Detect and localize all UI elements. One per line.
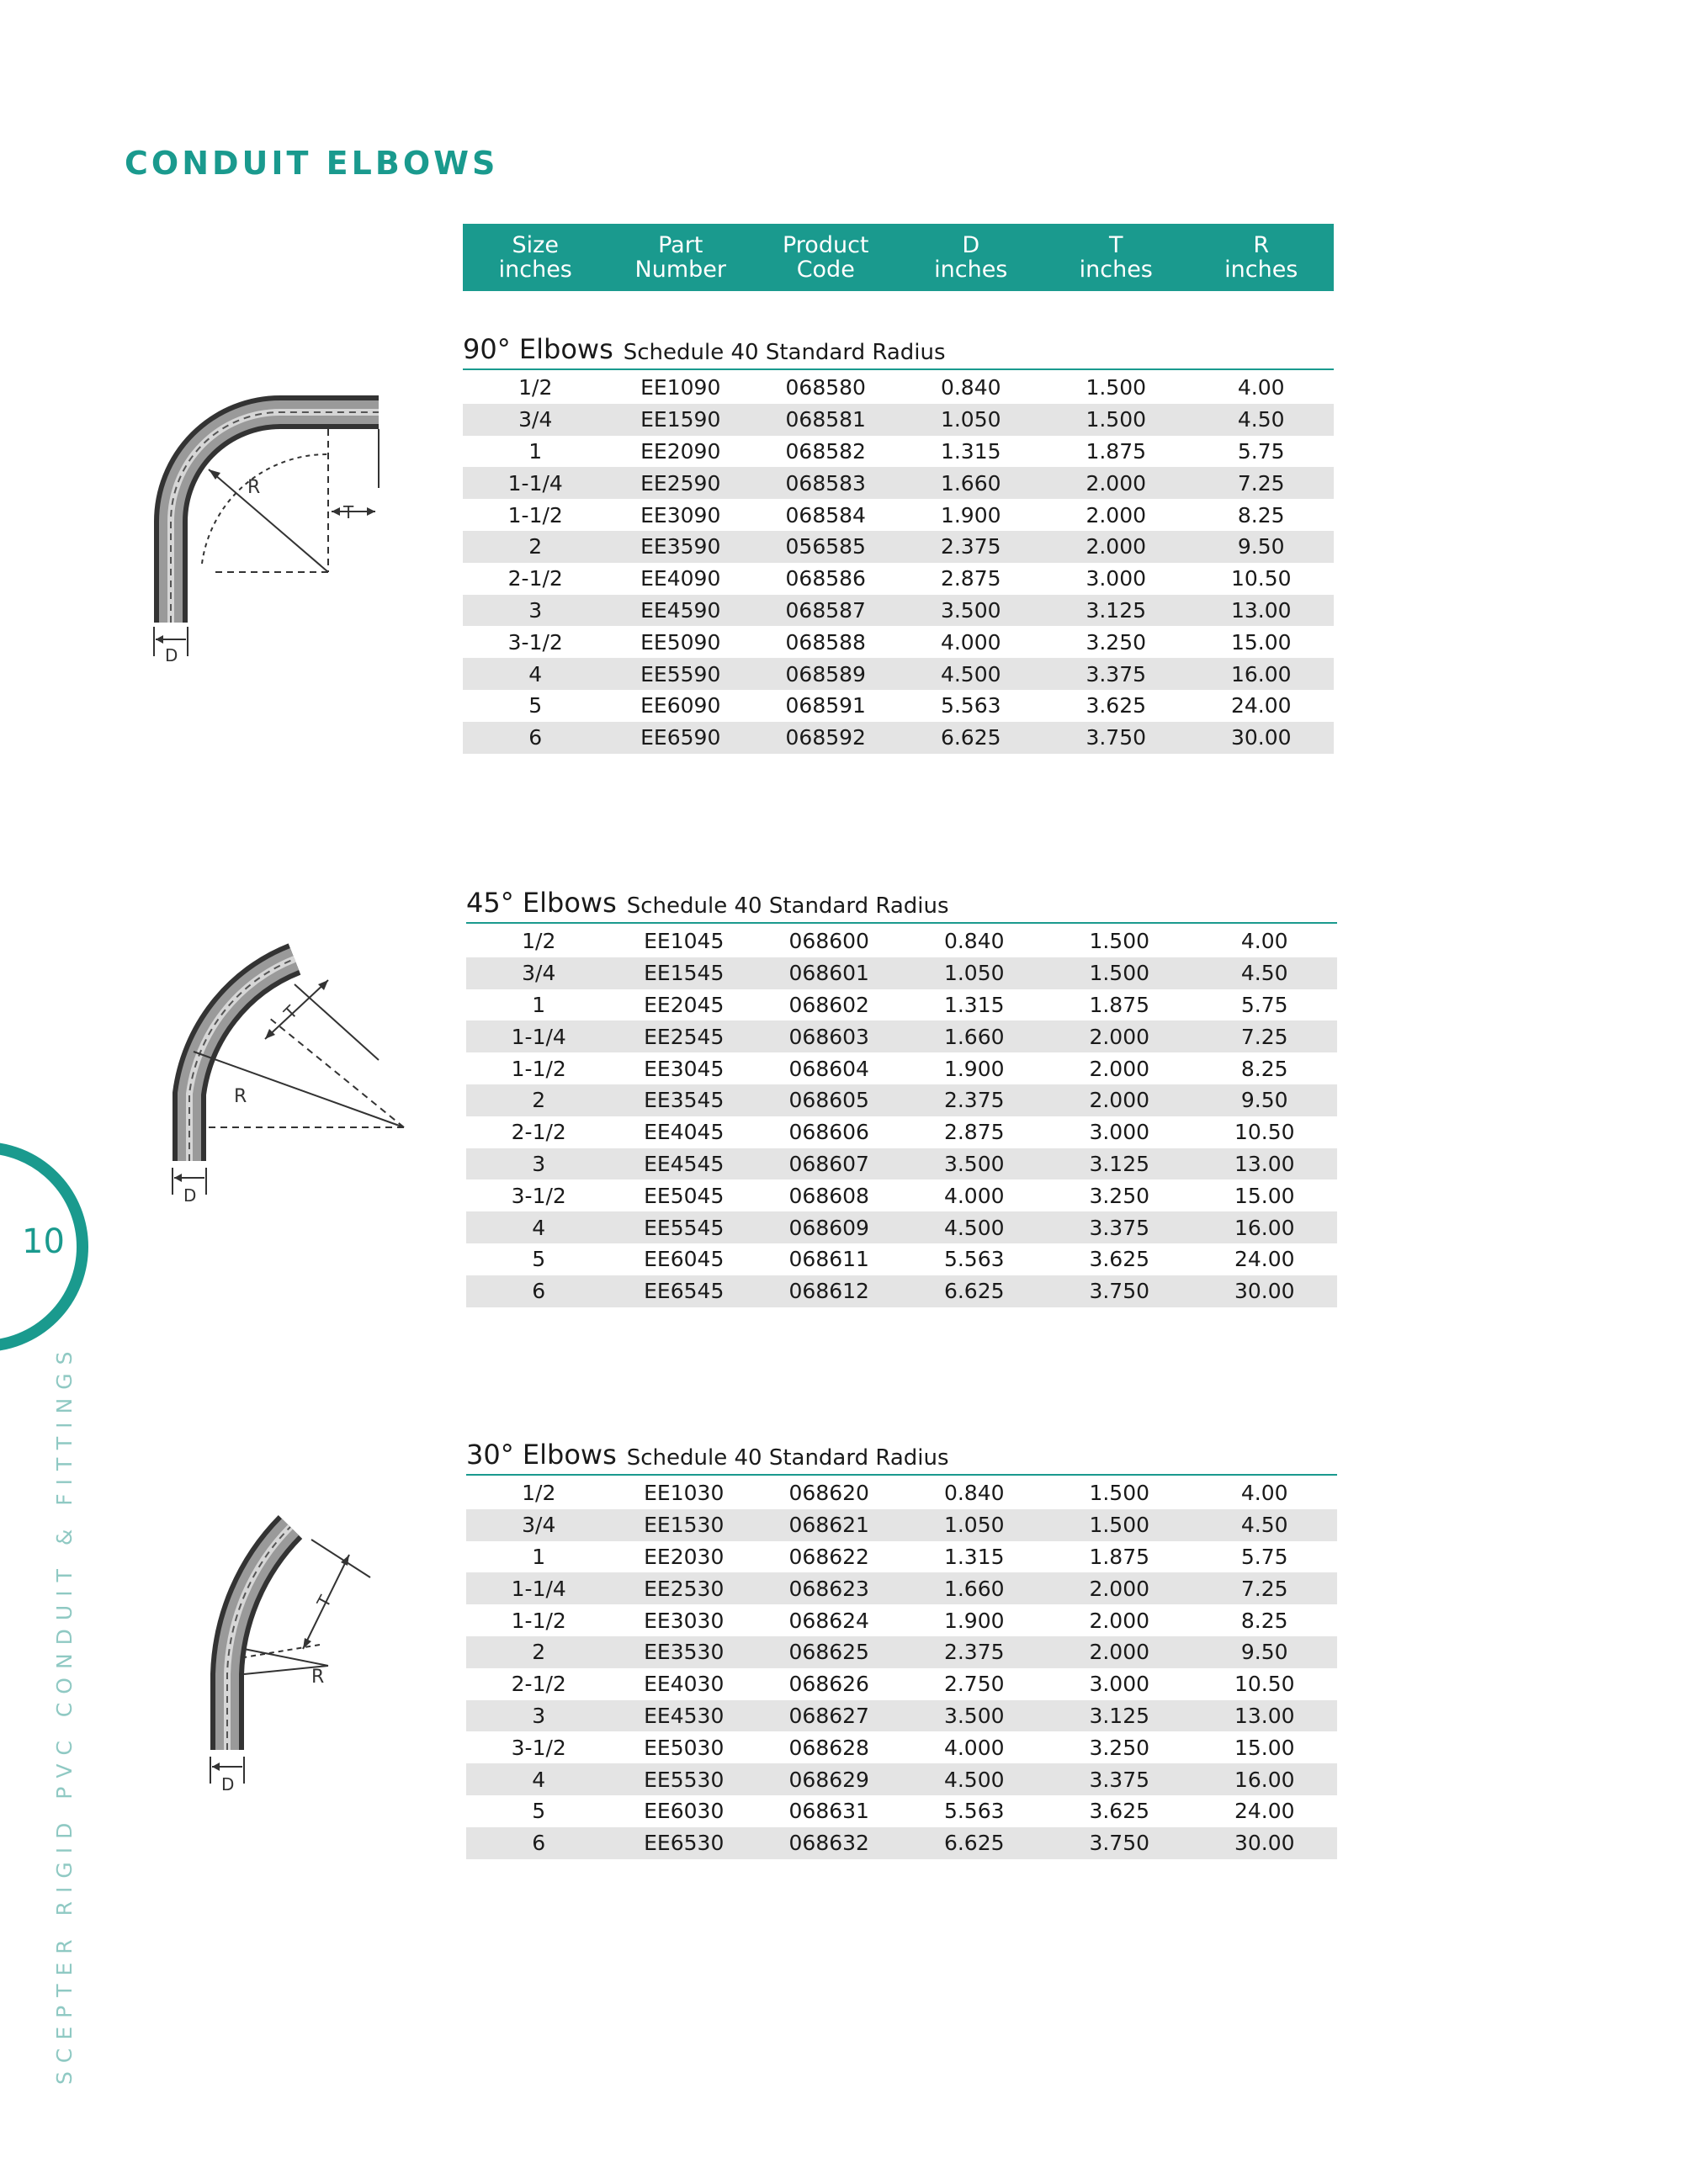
table-cell: 8.25	[1240, 1056, 1288, 1081]
table-cell: 9.50	[1240, 1088, 1288, 1113]
table-cell: 3.250	[1089, 1183, 1150, 1208]
table-cell: 4.50	[1240, 1513, 1288, 1538]
table-cell: 2.875	[940, 566, 1001, 591]
table-cell: 15.00	[1234, 1735, 1295, 1760]
table-cell: 6	[528, 725, 543, 750]
table-cell: EE1530	[644, 1513, 725, 1538]
table-cell: 1.500	[1089, 1513, 1150, 1538]
table-row	[463, 563, 1334, 595]
table-cell: EE5590	[640, 661, 721, 686]
table-row	[466, 1509, 1337, 1541]
table-cell: EE2530	[644, 1576, 725, 1601]
table-cell: 5.563	[943, 1799, 1005, 1824]
table-cell: 2.000	[1089, 1576, 1150, 1601]
table-cell: 068592	[785, 725, 866, 750]
table-row	[463, 467, 1334, 499]
table-cell: EE6090	[640, 693, 721, 718]
table-cell: 3-1/2	[511, 1735, 566, 1760]
table-cell: 7.25	[1240, 1024, 1288, 1049]
table-cell: 30.00	[1234, 1279, 1295, 1304]
table-cell: 1	[532, 992, 546, 1017]
r-label: R	[247, 477, 261, 498]
table-cell: 3.500	[943, 1703, 1005, 1728]
table-cell: 2.000	[1089, 1640, 1150, 1665]
table-cell: 068609	[788, 1215, 869, 1240]
table-cell: 1-1/4	[511, 1024, 566, 1049]
table-cell: 4.00	[1240, 929, 1288, 954]
table-cell: 24.00	[1230, 693, 1292, 718]
table-row	[466, 1477, 1337, 1509]
table-row	[466, 1731, 1337, 1763]
section-45-elbows	[466, 887, 1337, 1307]
table-cell: EE3530	[644, 1640, 725, 1665]
table-cell: 1	[532, 1544, 546, 1569]
t-label: T	[343, 502, 354, 522]
table-cell: 068601	[788, 961, 869, 986]
table-cell: EE1545	[644, 961, 725, 986]
table-cell: 3/4	[522, 1513, 556, 1538]
table-row	[463, 436, 1334, 468]
r-label: R	[234, 1086, 247, 1107]
table-cell: 5.75	[1237, 438, 1285, 464]
table-cell: EE4030	[644, 1672, 725, 1697]
table-cell: 2-1/2	[511, 1672, 566, 1697]
table-cell: 3.125	[1089, 1703, 1150, 1728]
table-cell: 2.375	[943, 1640, 1005, 1665]
table-cell: 068602	[788, 992, 869, 1017]
table-row	[463, 626, 1334, 658]
table-cell: 068622	[788, 1544, 869, 1569]
page-title: CONDUIT ELBOWS	[125, 145, 499, 182]
table-cell: 3.375	[1089, 1215, 1150, 1240]
table-cell: 5.75	[1240, 1544, 1288, 1569]
column-header-d: D inches	[934, 232, 1008, 283]
table-cell: 3	[532, 1703, 546, 1728]
table-cell: 16.00	[1230, 661, 1292, 686]
section-90-elbows	[463, 333, 1334, 754]
table-cell: 068623	[788, 1576, 869, 1601]
table-cell: EE6530	[644, 1831, 725, 1856]
table-cell: 3/4	[518, 407, 553, 432]
spec-table-45	[466, 925, 1337, 1307]
table-cell: 2	[532, 1088, 546, 1113]
table-cell: 3.000	[1089, 1672, 1150, 1697]
table-cell: 068580	[785, 375, 866, 400]
d-label: D	[165, 645, 178, 665]
table-cell: 2.000	[1089, 1024, 1150, 1049]
t-label: T	[312, 1592, 336, 1611]
table-cell: 3	[528, 597, 543, 623]
table-cell: 068629	[788, 1767, 869, 1792]
table-cell: EE5030	[644, 1735, 725, 1760]
table-cell: EE1590	[640, 407, 721, 432]
table-cell: EE6045	[644, 1247, 725, 1272]
table-cell: 3.125	[1089, 1151, 1150, 1176]
table-cell: 068606	[788, 1120, 869, 1145]
table-cell: 1.050	[943, 961, 1005, 986]
table-cell: 4	[528, 661, 543, 686]
table-cell: 9.50	[1240, 1640, 1288, 1665]
table-cell: 13.00	[1234, 1703, 1295, 1728]
elbow-90-diagram	[143, 387, 395, 673]
table-cell: 068603	[788, 1024, 869, 1049]
table-cell: 068583	[785, 470, 866, 496]
table-cell: 4.500	[943, 1215, 1005, 1240]
table-cell: 15.00	[1234, 1183, 1295, 1208]
table-cell: 3.375	[1086, 661, 1147, 686]
table-row	[466, 1148, 1337, 1180]
table-cell: 2.000	[1089, 1056, 1150, 1081]
table-cell: 7.25	[1237, 470, 1285, 496]
table-cell: 2-1/2	[511, 1120, 566, 1145]
table-cell: 6.625	[943, 1831, 1005, 1856]
table-cell: 24.00	[1234, 1247, 1295, 1272]
table-row	[466, 925, 1337, 957]
table-cell: 1-1/2	[507, 502, 563, 527]
page-number: 10	[22, 1222, 65, 1261]
table-cell: 068589	[785, 661, 866, 686]
table-cell: 1.315	[940, 438, 1001, 464]
table-cell: EE2090	[640, 438, 721, 464]
table-cell: 2-1/2	[507, 566, 563, 591]
table-cell: 068608	[788, 1183, 869, 1208]
table-cell: 1-1/2	[511, 1056, 566, 1081]
t-label: T	[279, 1001, 302, 1024]
table-row	[466, 1827, 1337, 1859]
table-cell: 6.625	[943, 1279, 1005, 1304]
table-cell: 13.00	[1230, 597, 1292, 623]
table-cell: EE4545	[644, 1151, 725, 1176]
table-cell: 3.750	[1089, 1831, 1150, 1856]
table-cell: 056585	[785, 534, 866, 559]
table-cell: 1.050	[943, 1513, 1005, 1538]
table-cell: 5	[532, 1799, 546, 1824]
table-cell: 4.00	[1240, 1481, 1288, 1506]
table-cell: 3.000	[1089, 1120, 1150, 1145]
table-cell: 1.875	[1089, 992, 1150, 1017]
column-header-part-number: Part Number	[634, 232, 726, 283]
table-row	[466, 1541, 1337, 1573]
table-cell: EE5530	[644, 1767, 725, 1792]
table-cell: 1.500	[1086, 407, 1147, 432]
table-cell: 2.375	[943, 1088, 1005, 1113]
table-cell: EE3045	[644, 1056, 725, 1081]
table-row	[466, 1795, 1337, 1827]
table-row	[463, 531, 1334, 563]
table-cell: 1.500	[1089, 1481, 1150, 1506]
table-cell: 4.000	[943, 1183, 1005, 1208]
elbow-45-diagram	[160, 942, 421, 1211]
section-subheading: Schedule 40 Standard Radius	[626, 893, 949, 919]
table-cell: EE5045	[644, 1183, 725, 1208]
table-cell: 068588	[785, 629, 866, 655]
table-cell: 4	[532, 1215, 546, 1240]
table-cell: 068607	[788, 1151, 869, 1176]
table-cell: 2.375	[940, 534, 1001, 559]
table-row	[463, 690, 1334, 722]
table-cell: 2.000	[1089, 1608, 1150, 1633]
table-cell: 068586	[785, 566, 866, 591]
table-cell: 3.500	[943, 1151, 1005, 1176]
table-cell: EE4590	[640, 597, 721, 623]
table-cell: EE4530	[644, 1703, 725, 1728]
table-cell: 068611	[788, 1247, 869, 1272]
table-cell: 2.000	[1086, 534, 1147, 559]
table-cell: EE4090	[640, 566, 721, 591]
section-title	[463, 333, 1334, 370]
table-cell: 068625	[788, 1640, 869, 1665]
table-row	[466, 1604, 1337, 1636]
table-cell: 1.500	[1089, 929, 1150, 954]
table-cell: 1/2	[518, 375, 553, 400]
table-cell: 3-1/2	[511, 1183, 566, 1208]
table-cell: 13.00	[1234, 1151, 1295, 1176]
table-cell: 3.375	[1089, 1767, 1150, 1792]
table-cell: 5	[532, 1247, 546, 1272]
table-cell: 8.25	[1240, 1608, 1288, 1633]
spec-table-30	[466, 1477, 1337, 1859]
table-cell: 1.500	[1086, 375, 1147, 400]
table-row	[466, 957, 1337, 989]
table-cell: 4.500	[943, 1767, 1005, 1792]
table-cell: 6.625	[940, 725, 1001, 750]
table-cell: 068628	[788, 1735, 869, 1760]
table-cell: EE1090	[640, 375, 721, 400]
table-cell: 5.75	[1240, 992, 1288, 1017]
table-cell: 2.000	[1089, 1088, 1150, 1113]
table-cell: EE6545	[644, 1279, 725, 1304]
table-cell: 1.315	[943, 1544, 1005, 1569]
table-cell: 3/4	[522, 961, 556, 986]
table-cell: 3.000	[1086, 566, 1147, 591]
section-title	[466, 1439, 1337, 1476]
table-cell: EE5090	[640, 629, 721, 655]
d-label: D	[221, 1774, 235, 1792]
table-cell: 0.840	[943, 929, 1005, 954]
section-subheading: Schedule 40 Standard Radius	[626, 1445, 949, 1471]
table-row	[466, 1636, 1337, 1668]
table-row	[466, 1700, 1337, 1732]
table-cell: 068584	[785, 502, 866, 527]
table-cell: 068605	[788, 1088, 869, 1113]
table-cell: 1.875	[1089, 1544, 1150, 1569]
table-cell: 4.000	[940, 629, 1001, 655]
table-cell: 068626	[788, 1672, 869, 1697]
table-row	[463, 722, 1334, 754]
table-cell: EE3590	[640, 534, 721, 559]
r-label: R	[311, 1667, 325, 1688]
table-cell: 7.25	[1240, 1576, 1288, 1601]
table-cell: 8.25	[1237, 502, 1285, 527]
table-cell: EE1030	[644, 1481, 725, 1506]
table-cell: 1.315	[943, 992, 1005, 1017]
table-cell: 068582	[785, 438, 866, 464]
table-cell: 068624	[788, 1608, 869, 1633]
table-cell: 5.563	[943, 1247, 1005, 1272]
table-cell: 3.625	[1089, 1247, 1150, 1272]
table-cell: 3.250	[1089, 1735, 1150, 1760]
table-cell: 2.000	[1086, 470, 1147, 496]
table-cell: EE5545	[644, 1215, 725, 1240]
table-cell: 068581	[785, 407, 866, 432]
side-label: SCEPTER RIGID PVC CONDUIT & FITTINGS	[52, 1343, 77, 2085]
table-cell: 1.050	[940, 407, 1001, 432]
table-cell: 068587	[785, 597, 866, 623]
table-row	[466, 1052, 1337, 1084]
table-cell: 2.750	[943, 1672, 1005, 1697]
table-cell: 10.50	[1234, 1672, 1295, 1697]
table-cell: 1.660	[943, 1576, 1005, 1601]
table-cell: EE3545	[644, 1088, 725, 1113]
table-cell: 3.750	[1089, 1279, 1150, 1304]
table-cell: 1.660	[943, 1024, 1005, 1049]
table-cell: 068612	[788, 1279, 869, 1304]
table-cell: EE6030	[644, 1799, 725, 1824]
table-row	[466, 1211, 1337, 1243]
table-cell: 068604	[788, 1056, 869, 1081]
table-cell: 1.660	[940, 470, 1001, 496]
table-row	[466, 1020, 1337, 1052]
table-cell: 5	[528, 693, 543, 718]
table-row	[466, 989, 1337, 1021]
table-cell: 1-1/2	[511, 1608, 566, 1633]
table-cell: 068632	[788, 1831, 869, 1856]
table-cell: EE6590	[640, 725, 721, 750]
table-cell: 1.875	[1086, 438, 1147, 464]
table-cell: 2.875	[943, 1120, 1005, 1145]
table-cell: 15.00	[1230, 629, 1292, 655]
table-cell: 3.625	[1086, 693, 1147, 718]
table-cell: 4.00	[1237, 375, 1285, 400]
table-cell: EE2545	[644, 1024, 725, 1049]
section-heading: 45° Elbows	[466, 887, 617, 919]
column-header-r: R inches	[1224, 232, 1298, 283]
table-cell: 10.50	[1234, 1120, 1295, 1145]
table-row	[463, 595, 1334, 627]
d-label: D	[183, 1185, 197, 1206]
table-row	[466, 1668, 1337, 1700]
table-cell: 1.900	[940, 502, 1001, 527]
section-30-elbows	[466, 1439, 1337, 1859]
column-header-bar	[463, 224, 1334, 291]
table-cell: 6	[532, 1831, 546, 1856]
table-row	[466, 1275, 1337, 1307]
table-cell: 068627	[788, 1703, 869, 1728]
table-cell: 3.625	[1089, 1799, 1150, 1824]
table-cell: 1-1/4	[507, 470, 563, 496]
table-cell: 24.00	[1234, 1799, 1295, 1824]
table-cell: 068621	[788, 1513, 869, 1538]
elbow-30-diagram	[194, 1506, 387, 1792]
table-cell: 1.900	[943, 1608, 1005, 1633]
table-cell: 068620	[788, 1481, 869, 1506]
table-cell: 2	[528, 534, 543, 559]
table-row	[466, 1179, 1337, 1211]
column-header-product-code: Product Code	[782, 232, 869, 283]
table-cell: 5.563	[940, 693, 1001, 718]
table-cell: 2.000	[1086, 502, 1147, 527]
section-title	[466, 887, 1337, 924]
table-cell: 9.50	[1237, 534, 1285, 559]
table-cell: 1/2	[522, 1481, 556, 1506]
table-row	[463, 404, 1334, 436]
table-row	[466, 1116, 1337, 1148]
table-cell: 3	[532, 1151, 546, 1176]
table-cell: 068591	[785, 693, 866, 718]
table-cell: 10.50	[1230, 566, 1292, 591]
table-cell: 068631	[788, 1799, 869, 1824]
table-cell: 068600	[788, 929, 869, 954]
table-cell: 6	[532, 1279, 546, 1304]
section-subheading: Schedule 40 Standard Radius	[623, 340, 946, 365]
table-cell: 1	[528, 438, 543, 464]
column-header-t: T inches	[1079, 232, 1153, 283]
table-cell: EE2045	[644, 992, 725, 1017]
table-cell: EE3090	[640, 502, 721, 527]
table-cell: 3.500	[940, 597, 1001, 623]
table-cell: EE2590	[640, 470, 721, 496]
table-row	[463, 499, 1334, 531]
table-cell: 1-1/4	[511, 1576, 566, 1601]
table-cell: 0.840	[940, 375, 1001, 400]
table-row	[463, 658, 1334, 690]
table-cell: 3.125	[1086, 597, 1147, 623]
table-cell: 1.900	[943, 1056, 1005, 1081]
table-row	[466, 1572, 1337, 1604]
table-cell: EE1045	[644, 929, 725, 954]
table-cell: 2	[532, 1640, 546, 1665]
table-cell: 4.50	[1237, 407, 1285, 432]
table-cell: 3.250	[1086, 629, 1147, 655]
table-cell: 1.500	[1089, 961, 1150, 986]
table-cell: 4.500	[940, 661, 1001, 686]
table-row	[466, 1763, 1337, 1795]
table-cell: 3-1/2	[507, 629, 563, 655]
table-row	[463, 372, 1334, 404]
table-cell: 30.00	[1234, 1831, 1295, 1856]
table-cell: EE2030	[644, 1544, 725, 1569]
table-cell: 1/2	[522, 929, 556, 954]
spec-table-90	[463, 372, 1334, 754]
table-cell: 16.00	[1234, 1215, 1295, 1240]
table-row	[466, 1243, 1337, 1275]
table-cell: EE3030	[644, 1608, 725, 1633]
table-cell: 4.50	[1240, 961, 1288, 986]
table-cell: EE4045	[644, 1120, 725, 1145]
column-header-size: Size inches	[498, 232, 572, 283]
table-cell: 3.750	[1086, 725, 1147, 750]
section-heading: 90° Elbows	[463, 333, 613, 365]
table-row	[466, 1084, 1337, 1116]
table-cell: 0.840	[943, 1481, 1005, 1506]
section-heading: 30° Elbows	[466, 1439, 617, 1471]
table-cell: 4	[532, 1767, 546, 1792]
table-cell: 16.00	[1234, 1767, 1295, 1792]
table-cell: 30.00	[1230, 725, 1292, 750]
table-cell: 4.000	[943, 1735, 1005, 1760]
